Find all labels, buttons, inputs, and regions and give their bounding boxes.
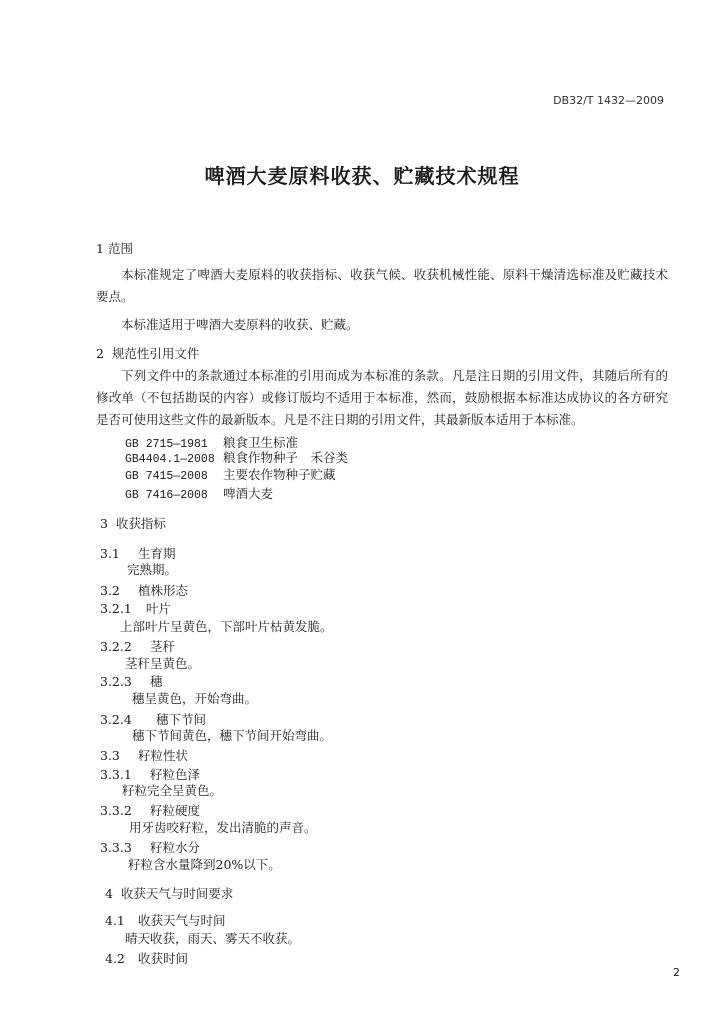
clause-heading xyxy=(100,546,176,562)
reference-name: 啤酒大麦 xyxy=(223,486,274,501)
clause-text: 穗下节间黄色，穗下节间开始弯曲。 xyxy=(132,728,333,743)
reference-code: GB 2715—1981 xyxy=(125,438,208,451)
clause-number: 3.2.4 xyxy=(100,712,132,727)
clause-text: 籽粒完全呈黄色。 xyxy=(122,783,223,798)
clause-title: 籽粒色泽 xyxy=(150,767,201,782)
reference-name: 粮食卫生标准 xyxy=(223,435,299,450)
section-title: 范围 xyxy=(107,241,133,256)
clause-number: 4.2 xyxy=(105,951,125,966)
section-number: 3 xyxy=(100,516,108,531)
reference-name: 粮食作物种子 禾谷类 xyxy=(223,450,349,465)
clause-heading xyxy=(100,639,175,655)
clause-title: 籽粒性状 xyxy=(138,748,189,763)
section-1-paragraph-2: 本标准适用于啤酒大麦原料的收获、贮藏。 xyxy=(121,317,359,332)
clause-number: 3.2.2 xyxy=(100,639,132,654)
reference-name: 主要农作物种子贮藏 xyxy=(223,467,336,482)
clause-number: 3.2 xyxy=(100,583,120,598)
clause-title: 收获时间 xyxy=(138,951,189,966)
clause-heading xyxy=(100,748,188,764)
clause-title: 生育期 xyxy=(138,546,176,561)
clause-number: 3.3.3 xyxy=(100,840,132,855)
reference-code: GB 7416—2008 xyxy=(125,489,208,502)
clause-number: 3.3.1 xyxy=(100,767,132,782)
section-3-heading xyxy=(100,516,166,532)
clause-title: 叶片 xyxy=(146,601,172,616)
clause-title: 植株形态 xyxy=(138,583,189,598)
clause-title: 穗下节间 xyxy=(156,712,207,727)
clause-title: 籽粒水分 xyxy=(150,840,201,855)
section-2-paragraph: 下列文件中的条款通过本标准的引用而成为本标准的条款。凡是注日期的引用文件，其随后所有的修改单（不包括勘误的内容）或修订版均不适用于本标准，然而，鼓励根据本标准达成协议的各方研究是否可使用这些文件的最新版本。凡是不注日期的引用文件，其最新版本适用于本标准。 xyxy=(96,368,668,427)
clause-title: 穗 xyxy=(150,674,163,689)
clause-heading xyxy=(100,803,200,819)
section-4-heading xyxy=(105,886,233,902)
normative-reference xyxy=(125,486,273,504)
section-title: 收获指标 xyxy=(115,516,166,531)
clause-title: 茎秆 xyxy=(150,639,176,654)
clause-number: 3.2.1 xyxy=(100,601,132,616)
page-number: 2 xyxy=(673,966,680,979)
reference-code: GB4404.1—2008 xyxy=(125,453,215,466)
clause-heading xyxy=(105,913,226,929)
clause-text: 上部叶片呈黄色，下部叶片枯黄发脆。 xyxy=(120,619,333,634)
page-title: 啤酒大麦原料收获、贮藏技术规程 xyxy=(204,164,520,188)
clause-text: 用牙齿咬籽粒，发出清脆的声音。 xyxy=(129,820,317,835)
clause-heading xyxy=(100,767,200,783)
clause-heading xyxy=(100,674,163,690)
section-number: 2 xyxy=(96,346,104,361)
section-title: 收获天气与时间要求 xyxy=(120,886,234,901)
normative-reference xyxy=(125,467,336,485)
section-1-heading xyxy=(96,241,133,257)
clause-number: 4.1 xyxy=(105,913,125,928)
clause-text: 晴天收获，雨天、雾天不收获。 xyxy=(125,931,301,946)
section-title: 规范性引用文件 xyxy=(111,346,200,361)
clause-number: 3.3.2 xyxy=(100,803,132,818)
reference-code: GB 7415—2008 xyxy=(125,470,208,483)
clause-heading xyxy=(105,951,188,967)
clause-title: 籽粒硬度 xyxy=(150,803,201,818)
clause-heading xyxy=(100,601,171,617)
section-number: 1 xyxy=(96,241,104,256)
clause-heading xyxy=(100,840,200,856)
clause-number: 3.2.3 xyxy=(100,674,132,689)
section-number: 4 xyxy=(105,886,113,901)
normative-reference xyxy=(125,450,348,468)
clause-text: 茎秆呈黄色。 xyxy=(125,656,201,671)
clause-text: 穗呈黄色，开始弯曲。 xyxy=(132,691,258,706)
clause-number: 3.1 xyxy=(100,546,120,561)
standard-code: DB32/T 1432—2009 xyxy=(553,94,664,107)
section-1-paragraph-1: 本标准规定了啤酒大麦原料的收获指标、收获气候、收获机械性能、原料干燥清选标准及贮藏技术要点。 xyxy=(96,267,668,304)
clause-text: 完熟期。 xyxy=(127,562,178,577)
clause-heading xyxy=(100,712,206,728)
clause-text: 籽粒含水量降到20%以下。 xyxy=(128,857,281,872)
clause-title: 收获天气与时间 xyxy=(138,913,226,928)
clause-heading xyxy=(100,583,188,599)
section-2-heading xyxy=(96,346,199,362)
clause-number: 3.3 xyxy=(100,748,120,763)
